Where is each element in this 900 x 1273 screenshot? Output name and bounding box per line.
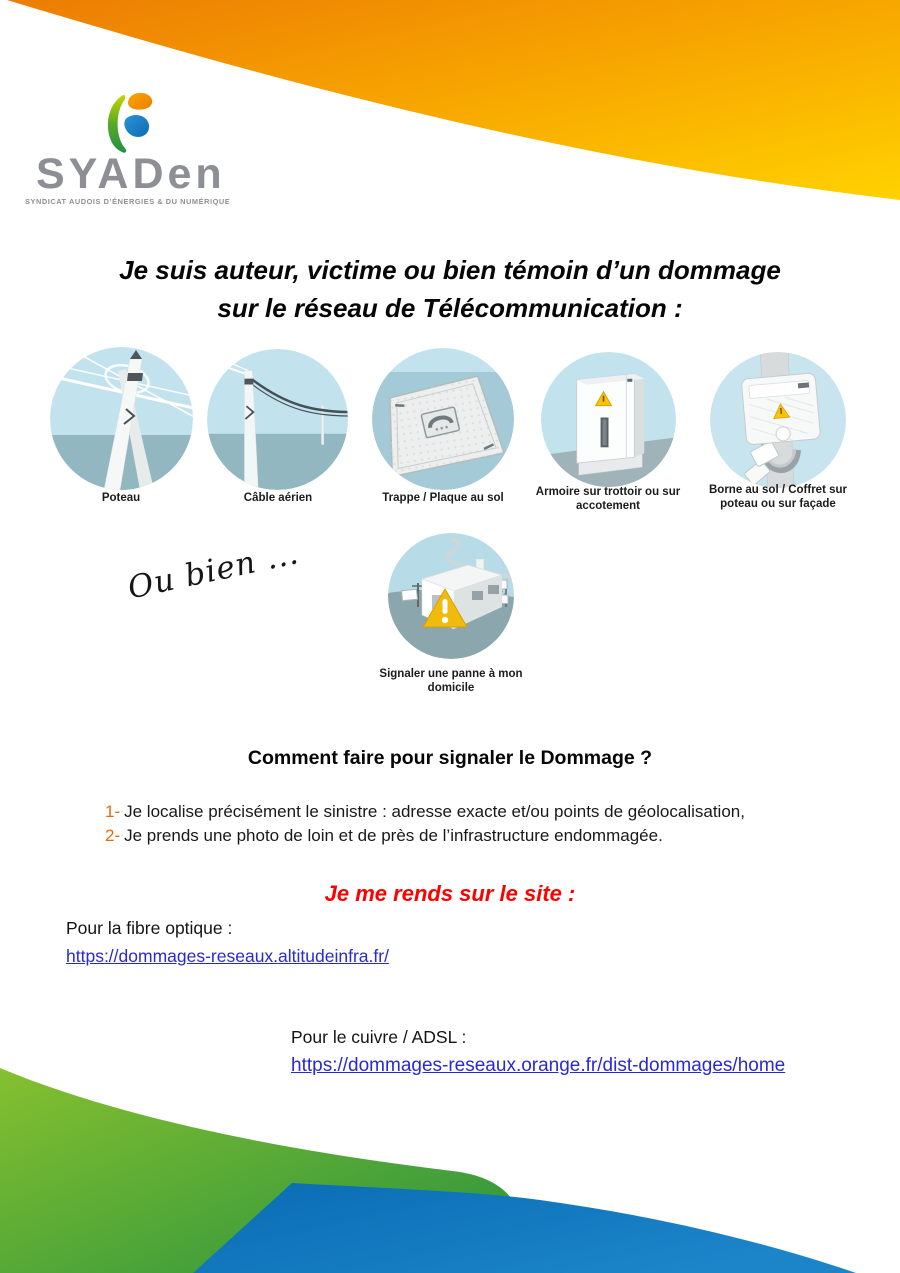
logo-tagline: SYNDICAT AUDOIS D’ÉNERGIES & DU NUMÉRIQUE: [25, 197, 231, 206]
damage-illustration-poteau: [50, 347, 193, 490]
page-title-line1: Je suis auteur, victime ou bien témoin d’un dommage: [119, 255, 781, 285]
damage-label-trappe: Trappe / Plaque au sol: [382, 492, 504, 504]
armoire-icon: [541, 352, 676, 487]
damage-label-borne: Borne au sol / Coffret sur poteau ou sur façade: [708, 484, 848, 510]
page-title-line2: sur le réseau de Télécommunication :: [217, 293, 683, 323]
damage-illustration-borne: [710, 352, 846, 488]
site-heading: Je me rends sur le site :: [324, 881, 576, 906]
ou-bien-text: Ou bien ...: [124, 535, 303, 607]
copper-label: Pour le cuivre / ADSL :: [291, 1027, 467, 1047]
damage-label-armoire: Armoire sur trottoir ou sur accotement: [535, 486, 681, 512]
page-title: [0, 251, 900, 327]
borne-icon: [710, 352, 846, 488]
damage-label-cable-aerien: Câble aérien: [243, 492, 313, 504]
logo-wordmark: SYADen: [36, 150, 226, 198]
poteau-icon: [50, 347, 193, 490]
maison-panne-icon: [388, 533, 514, 659]
step-1-text: Je localise précisément le sinistre : adresse exacte et/ou points de géolocalisation,: [124, 802, 745, 821]
damage-label-domicile: Signaler une panne à mon domicile: [379, 668, 523, 694]
howto-step-2: [105, 824, 865, 848]
step-1-number: 1-: [105, 802, 121, 821]
howto-heading: Comment faire pour signaler le Dommage ?: [247, 747, 653, 769]
fiber-link[interactable]: https://dommages-reseaux.altitudeinfra.fr/: [66, 946, 389, 966]
trappe-icon: [372, 348, 514, 490]
damage-illustration-cable-aerien: [207, 349, 348, 490]
cable-aerien-icon: [207, 349, 348, 490]
copper-link[interactable]: https://dommages-reseaux.orange.fr/dist-dommages/home: [291, 1055, 786, 1076]
step-2-number: 2-: [105, 825, 121, 845]
howto-step-1: [105, 800, 865, 824]
damage-illustration-domicile: [388, 533, 514, 659]
step-2-text: Je prends une photo de loin et de près de l’infrastructure endommagée.: [124, 825, 663, 845]
damage-label-poteau: Poteau: [101, 492, 141, 504]
howto-steps: [105, 800, 865, 847]
fiber-label: Pour la fibre optique :: [66, 918, 233, 938]
damage-illustration-armoire: [541, 352, 676, 487]
bottom-green-blue-swoosh: [0, 1050, 900, 1273]
damage-illustration-trappe: [372, 348, 514, 490]
